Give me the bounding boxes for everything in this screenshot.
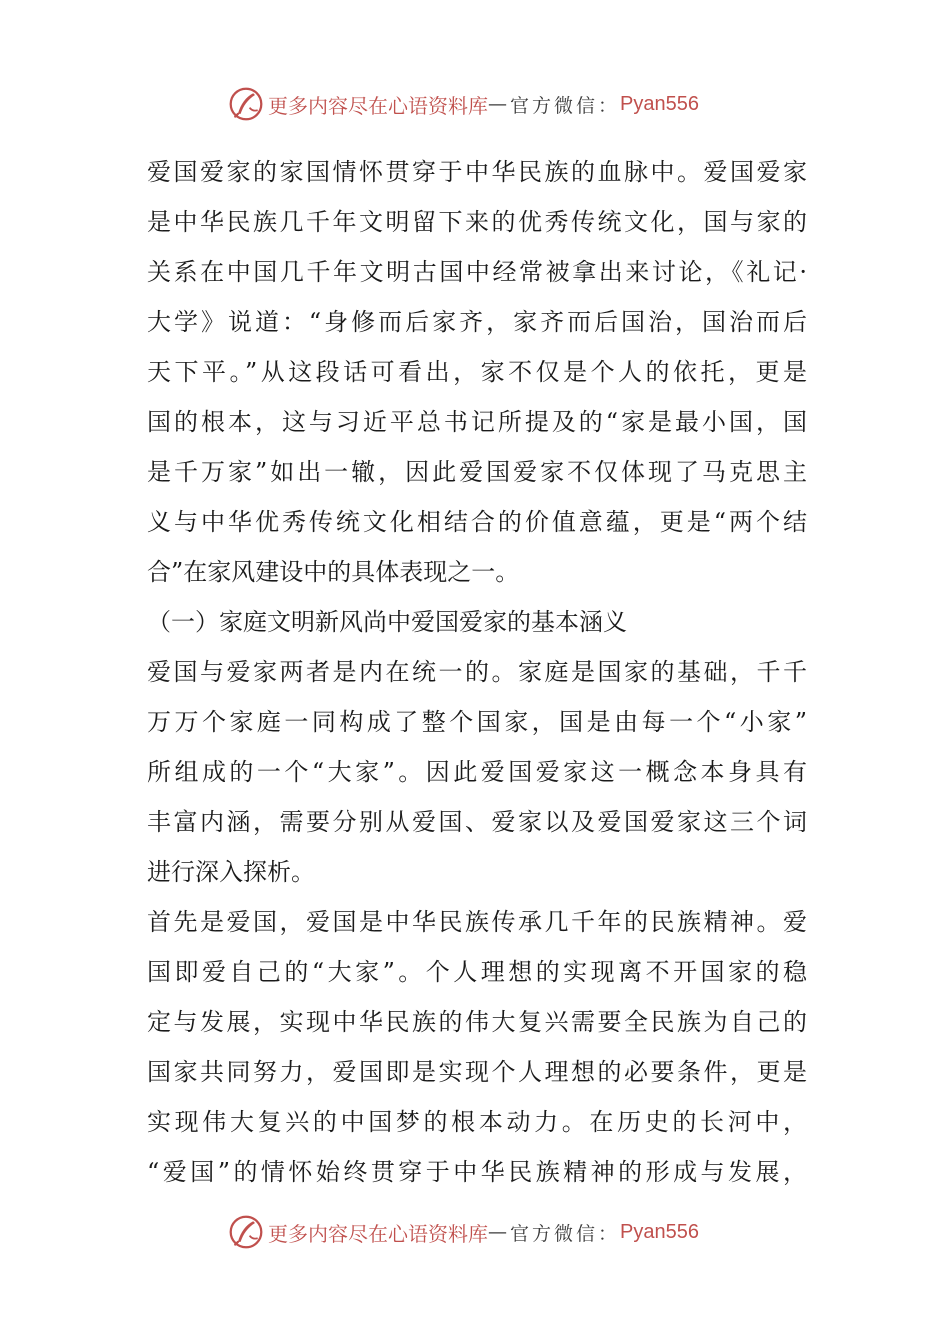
quill-logo-icon bbox=[228, 1214, 264, 1250]
paragraph bbox=[147, 897, 807, 1197]
watermark-main-text: 更多内容尽在心语资料库 bbox=[268, 93, 488, 118]
text-line: 爱国与爱家两者是内在统一的。家庭是国家的基础，千千 bbox=[147, 658, 807, 686]
watermark-wechat-id: Pyan556 bbox=[620, 92, 699, 115]
footer-watermark bbox=[228, 1212, 699, 1252]
body-text bbox=[147, 147, 807, 1197]
text-line: 国即爱自己的“大家”。个人理想的实现离不开国家的稳 bbox=[147, 958, 807, 986]
header-watermark bbox=[228, 84, 699, 124]
paragraph bbox=[147, 647, 807, 897]
text-line: “爱国”的情怀始终贯穿于中华民族精神的形成与发展， bbox=[147, 1158, 807, 1186]
text-line: 天下平。”从这段话可看出，家不仅是个人的依托，更是 bbox=[147, 358, 807, 386]
text-line: 实现伟大复兴的中国梦的根本动力。在历史的长河中， bbox=[147, 1108, 807, 1136]
watermark-main-text: 更多内容尽在心语资料库 bbox=[268, 1221, 488, 1246]
watermark-sub-text: 官方微信： bbox=[510, 94, 621, 117]
paragraph bbox=[147, 147, 807, 597]
text-line: 合”在家风建设中的具体表现之一。 bbox=[147, 558, 520, 586]
text-line: 进行深入探析。 bbox=[147, 858, 315, 886]
heading-text: （一）家庭文明新风尚中爱国爱家的基本涵义 bbox=[147, 608, 627, 636]
text-line: 是中华民族几千年文明留下来的优秀传统文化，国与家的 bbox=[147, 208, 807, 236]
text-line: 所组成的一个“大家”。因此爱国爱家这一概念本身具有 bbox=[147, 758, 807, 786]
section-heading bbox=[147, 597, 807, 647]
text-line: 关系在中国几千年文明古国中经常被拿出来讨论，《礼记· bbox=[147, 258, 807, 286]
text-line: 大学》说道：“身修而后家齐，家齐而后国治，国治而后 bbox=[147, 308, 807, 336]
text-line: 义与中华优秀传统文化相结合的价值意蕴，更是“两个结 bbox=[147, 508, 807, 536]
quill-logo-icon bbox=[228, 86, 264, 122]
text-line: 定与发展，实现中华民族的伟大复兴需要全民族为自己的 bbox=[147, 1008, 807, 1036]
text-line: 是千万家”如出一辙，因此爱国爱家不仅体现了马克思主 bbox=[147, 458, 807, 486]
watermark-wechat-id: Pyan556 bbox=[620, 1220, 699, 1243]
watermark-dash: — bbox=[488, 1221, 510, 1243]
watermark-sub-text: 官方微信： bbox=[510, 1222, 621, 1245]
watermark-dash: — bbox=[488, 93, 510, 115]
text-line: 国的根本，这与习近平总书记所提及的“家是最小国，国 bbox=[147, 408, 807, 436]
text-line: 首先是爱国，爱国是中华民族传承几千年的民族精神。爱 bbox=[147, 908, 807, 936]
text-line: 国家共同努力，爱国即是实现个人理想的必要条件，更是 bbox=[147, 1058, 807, 1086]
text-line: 爱国爱家的家国情怀贯穿于中华民族的血脉中。爱国爱家 bbox=[147, 158, 807, 186]
text-line: 丰富内涵，需要分别从爱国、爱家以及爱国爱家这三个词 bbox=[147, 808, 807, 836]
text-line: 万万个家庭一同构成了整个国家，国是由每一个“小家” bbox=[147, 708, 807, 736]
